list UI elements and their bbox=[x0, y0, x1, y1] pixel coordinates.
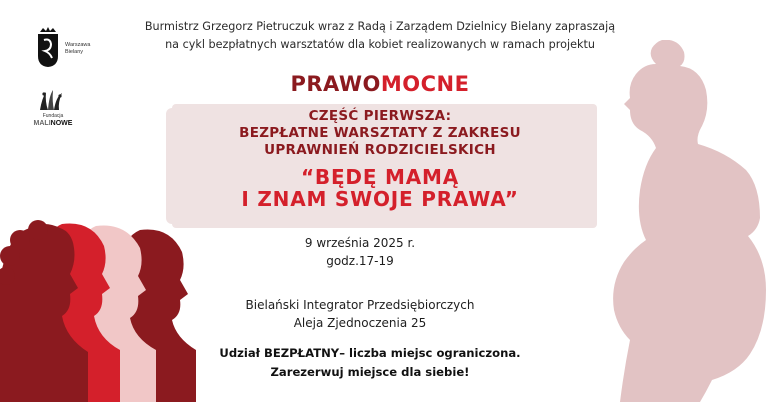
event-datetime bbox=[260, 234, 460, 270]
pregnant-woman-silhouette bbox=[600, 40, 770, 402]
intro-text bbox=[120, 18, 640, 54]
participation-note bbox=[200, 344, 540, 382]
curl-shape bbox=[28, 220, 48, 240]
logo-wordmark-malinowe bbox=[30, 119, 76, 128]
slogan-line-2: I ZNAM SWOJE PRAWA” bbox=[241, 187, 519, 211]
slogan-line-1: “BĘDĘ MAMĄ bbox=[300, 165, 460, 189]
note-line-1: Udział BEZPŁATNY– liczba miejsc ograniczona. bbox=[219, 346, 521, 360]
slogan bbox=[180, 166, 580, 210]
women-profiles-illustration bbox=[0, 218, 200, 402]
silhouette-body bbox=[613, 40, 766, 402]
intro-line-2: na cykl bezpłatnych warsztatów dla kobiet realizowanych w ramach projektu bbox=[165, 38, 595, 51]
brand-part-mocne: MOCNE bbox=[380, 72, 470, 96]
logo-wordmark-suffix: NOWE bbox=[50, 120, 73, 127]
part-heading bbox=[180, 108, 580, 159]
event-date: 9 września 2025 r. bbox=[304, 236, 416, 250]
event-venue bbox=[210, 296, 510, 332]
brand-part-prawo: PRAWO bbox=[290, 72, 381, 96]
part-line-2: BEZPŁATNE WARSZTATY Z ZAKRESU bbox=[239, 125, 521, 141]
event-time: godz.17-19 bbox=[326, 254, 394, 268]
note-line-2: Zarezerwuj miejsce dla siebie! bbox=[270, 365, 470, 379]
curl-shape bbox=[0, 246, 20, 266]
logo-wordmark-prefix: MALI bbox=[33, 120, 51, 127]
hands-icon bbox=[36, 88, 66, 112]
venue-address: Aleja Zjednoczenia 25 bbox=[293, 316, 427, 330]
logo-line-bielany: Bielany bbox=[65, 49, 84, 55]
intro-line-1: Burmistrz Grzegorz Pietruczuk wraz z Radą i Zarządem Dzielnicy Bielany zapraszają bbox=[144, 20, 616, 33]
project-brand bbox=[230, 72, 530, 96]
crest-icon bbox=[36, 26, 60, 68]
part-line-1: CZĘŚĆ PIERWSZA: bbox=[308, 108, 452, 124]
venue-name: Bielański Integrator Przedsiębiorczych bbox=[245, 298, 475, 312]
part-line-3: UPRAWNIEŃ RODZICIELSKICH bbox=[264, 142, 496, 158]
warszawa-bielany-logo bbox=[36, 26, 106, 68]
logo-line-fundacja: Fundacja bbox=[42, 113, 64, 119]
logo-line-warszawa: Warszawa bbox=[65, 42, 91, 48]
fundacja-malinowe-logo bbox=[30, 88, 76, 132]
